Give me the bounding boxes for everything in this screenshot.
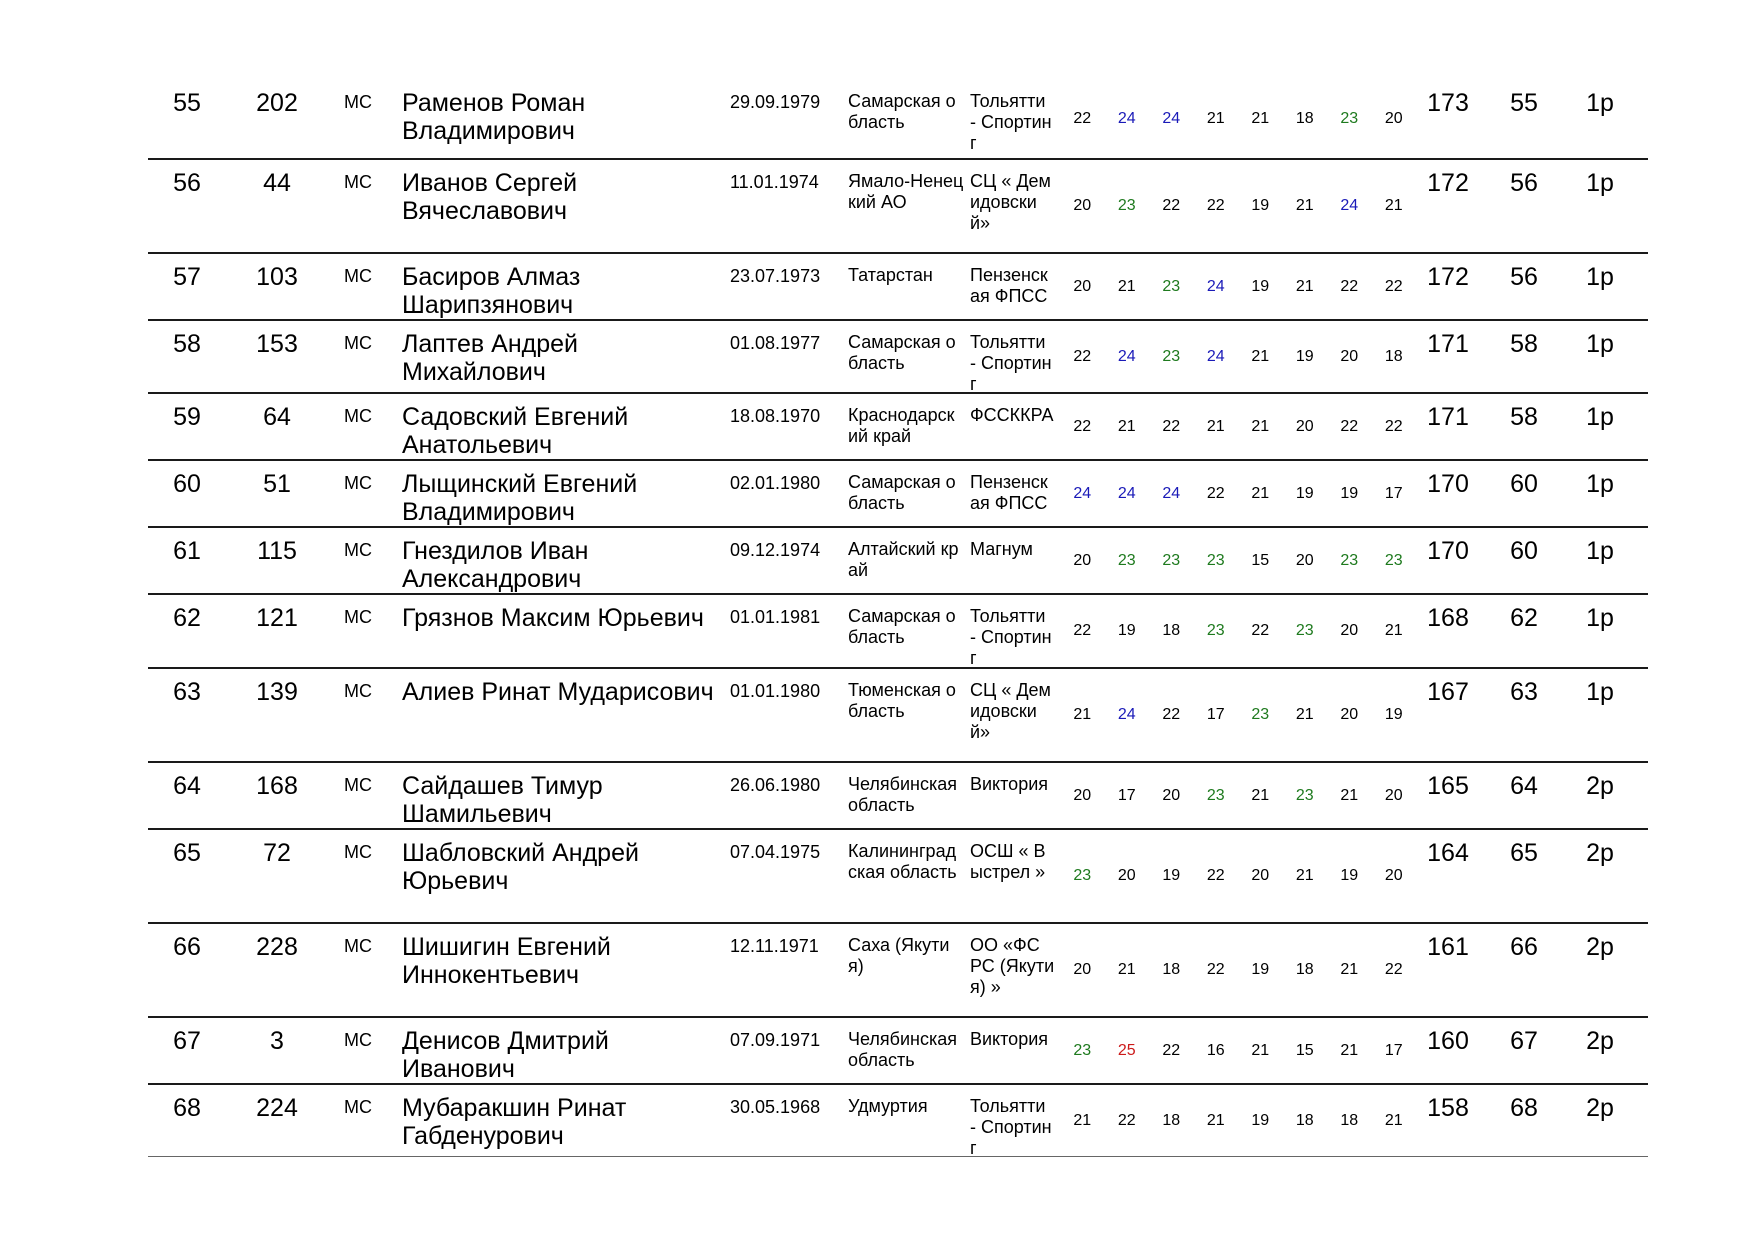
series-score: 19 (1295, 484, 1314, 502)
birth-date-cell: 26.06.1980 (730, 775, 821, 795)
position-cell: 63 (1510, 678, 1538, 706)
rank-cell: МС (344, 473, 372, 493)
category-cell: 2р (1586, 1094, 1614, 1122)
series-score: 20 (1384, 110, 1403, 127)
series-score: 24 (1206, 347, 1225, 365)
series-score: 25 (1117, 1041, 1136, 1059)
position-cell: 60 (1510, 537, 1538, 565)
series-score: 20 (1073, 961, 1092, 978)
series-score: 20 (1073, 197, 1092, 214)
bib-number-cell: 224 (256, 1094, 298, 1122)
total-score-cell: 173 (1427, 89, 1469, 117)
table-row (148, 254, 1648, 321)
total-score-cell: 170 (1427, 470, 1469, 498)
series-score: 21 (1295, 277, 1314, 295)
total-score-cell: 164 (1427, 839, 1469, 867)
region-cell: Краснодарский край (848, 405, 955, 446)
series-score: 22 (1384, 961, 1403, 978)
place-cell: 59 (173, 403, 201, 431)
position-cell: 56 (1510, 263, 1538, 291)
series-score: 20 (1073, 551, 1092, 569)
series-score: 24 (1117, 347, 1136, 365)
birth-date-cell: 01.01.1980 (730, 681, 821, 701)
place-cell: 57 (173, 263, 201, 291)
category-cell: 1р (1586, 330, 1614, 358)
place-cell: 61 (173, 537, 201, 565)
place-cell: 67 (173, 1027, 201, 1055)
place-cell: 56 (173, 169, 201, 197)
series-score: 19 (1162, 867, 1181, 884)
place-cell: 55 (173, 89, 201, 117)
series-score: 20 (1340, 706, 1359, 723)
series-score: 22 (1073, 622, 1092, 639)
birth-date-cell: 09.12.1974 (730, 540, 821, 560)
series-score: 23 (1206, 786, 1225, 804)
table-row (148, 461, 1648, 528)
series-score: 19 (1340, 867, 1359, 884)
category-cell: 2р (1586, 933, 1614, 961)
series-score: 20 (1340, 622, 1359, 639)
series-score: 16 (1206, 1041, 1225, 1059)
place-cell: 65 (173, 839, 201, 867)
athlete-name-cell: Алиев Ринат Мударисович (402, 678, 714, 706)
rank-cell: МС (344, 936, 372, 956)
series-score: 15 (1295, 1041, 1314, 1059)
place-cell: 62 (173, 604, 201, 632)
series-scores (1060, 321, 1420, 392)
series-score: 23 (1340, 110, 1359, 127)
series-score: 22 (1073, 110, 1092, 127)
series-score: 22 (1162, 417, 1181, 435)
series-score: 24 (1073, 484, 1092, 502)
series-score: 20 (1340, 347, 1359, 365)
club-cell: СЦ « Демидовский» (970, 680, 1051, 742)
total-score-cell: 170 (1427, 537, 1469, 565)
series-score: 21 (1340, 961, 1359, 978)
series-scores (1060, 394, 1420, 459)
birth-date-cell: 30.05.1968 (730, 1097, 821, 1117)
total-score-cell: 160 (1427, 1027, 1469, 1055)
total-score-cell: 158 (1427, 1094, 1469, 1122)
series-score: 23 (1162, 551, 1181, 569)
series-score: 20 (1295, 417, 1314, 435)
series-score: 21 (1295, 867, 1314, 884)
table-row (148, 394, 1648, 461)
club-cell: Тольятти - Спортинг (970, 332, 1052, 394)
bib-number-cell: 3 (270, 1027, 284, 1055)
table-row (148, 1018, 1648, 1085)
series-score: 20 (1295, 551, 1314, 569)
series-score: 24 (1206, 277, 1225, 295)
rank-cell: МС (344, 92, 372, 112)
birth-date-cell: 07.09.1971 (730, 1030, 821, 1050)
athlete-name-cell: Лаптев Андрей Михайлович (402, 330, 578, 386)
series-score: 19 (1251, 197, 1270, 214)
series-score: 22 (1117, 1111, 1136, 1129)
series-score: 22 (1206, 961, 1225, 978)
series-score: 21 (1206, 110, 1225, 127)
series-scores (1060, 669, 1420, 761)
series-score: 17 (1384, 1041, 1403, 1059)
birth-date-cell: 18.08.1970 (730, 406, 821, 426)
series-score: 24 (1340, 197, 1359, 214)
rank-cell: МС (344, 842, 372, 862)
place-cell: 63 (173, 678, 201, 706)
series-score: 19 (1251, 277, 1270, 295)
series-score: 18 (1162, 961, 1181, 978)
club-cell: Виктория (970, 1029, 1049, 1049)
series-score: 20 (1384, 867, 1403, 884)
place-cell: 58 (173, 330, 201, 358)
table-row (148, 80, 1648, 160)
club-cell: Тольятти - Спортинг (970, 606, 1052, 668)
athlete-name-cell: Лыщинский Евгений Владимирович (402, 470, 638, 526)
birth-date-cell: 11.01.1974 (730, 172, 819, 192)
rank-cell: МС (344, 540, 372, 560)
table-row (148, 924, 1648, 1018)
region-cell: Алтайский край (848, 539, 959, 580)
series-score: 22 (1162, 706, 1181, 723)
club-cell: Магнум (970, 539, 1033, 559)
bib-number-cell: 153 (256, 330, 298, 358)
place-cell: 60 (173, 470, 201, 498)
series-score: 19 (1251, 961, 1270, 978)
total-score-cell: 167 (1427, 678, 1469, 706)
birth-date-cell: 12.11.1971 (730, 936, 819, 956)
table-row (148, 1085, 1648, 1157)
region-cell: Самарская область (848, 606, 956, 647)
rank-cell: МС (344, 1030, 372, 1050)
series-score: 20 (1384, 786, 1403, 804)
series-score: 21 (1251, 110, 1270, 127)
series-score: 24 (1162, 110, 1181, 127)
bib-number-cell: 72 (263, 839, 291, 867)
total-score-cell: 168 (1427, 604, 1469, 632)
table-row (148, 669, 1648, 763)
series-scores (1060, 595, 1420, 667)
region-cell: Татарстан (848, 265, 933, 285)
total-score-cell: 165 (1427, 772, 1469, 800)
table-row (148, 830, 1648, 924)
club-cell: ОО «ФС РС (Якутия) » (970, 935, 1055, 997)
series-score: 18 (1162, 1111, 1181, 1129)
series-score: 22 (1073, 417, 1092, 435)
rank-cell: МС (344, 775, 372, 795)
bib-number-cell: 228 (256, 933, 298, 961)
series-score: 21 (1384, 197, 1403, 214)
series-score: 23 (1206, 551, 1225, 569)
position-cell: 66 (1510, 933, 1538, 961)
series-score: 23 (1073, 867, 1092, 884)
bib-number-cell: 103 (256, 263, 298, 291)
series-score: 20 (1162, 786, 1181, 804)
rank-cell: МС (344, 266, 372, 286)
bib-number-cell: 121 (256, 604, 298, 632)
position-cell: 58 (1510, 403, 1538, 431)
series-score: 21 (1384, 622, 1403, 639)
series-scores (1060, 160, 1420, 252)
series-score: 19 (1384, 706, 1403, 723)
club-cell: ФССККРА (970, 405, 1054, 425)
place-cell: 64 (173, 772, 201, 800)
club-cell: СЦ « Демидовский» (970, 171, 1051, 233)
athlete-name-cell: Шабловский Андрей Юрьевич (402, 839, 639, 895)
category-cell: 1р (1586, 263, 1614, 291)
series-score: 24 (1162, 484, 1181, 502)
category-cell: 1р (1586, 678, 1614, 706)
total-score-cell: 172 (1427, 169, 1469, 197)
series-score: 22 (1206, 867, 1225, 884)
club-cell: Пензенская ФПСС (970, 472, 1048, 513)
place-cell: 66 (173, 933, 201, 961)
series-score: 15 (1251, 551, 1270, 569)
bib-number-cell: 168 (256, 772, 298, 800)
series-score: 22 (1340, 417, 1359, 435)
series-score: 21 (1117, 417, 1136, 435)
region-cell: Тюменская область (848, 680, 956, 721)
series-scores (1060, 461, 1420, 526)
athlete-name-cell: Иванов Сергей Вячеславович (402, 169, 578, 225)
bib-number-cell: 115 (257, 537, 297, 565)
table-row (148, 763, 1648, 830)
series-score: 23 (1117, 197, 1136, 214)
position-cell: 68 (1510, 1094, 1538, 1122)
series-score: 21 (1117, 961, 1136, 978)
position-cell: 65 (1510, 839, 1538, 867)
series-score: 21 (1073, 1111, 1092, 1129)
rank-cell: МС (344, 406, 372, 426)
series-score: 23 (1251, 706, 1270, 723)
series-score: 21 (1073, 706, 1092, 723)
series-score: 22 (1206, 197, 1225, 214)
series-score: 19 (1251, 1111, 1270, 1129)
club-cell: Тольятти - Спортинг (970, 91, 1052, 153)
series-score: 23 (1117, 551, 1136, 569)
category-cell: 1р (1586, 169, 1614, 197)
series-score: 21 (1251, 347, 1270, 365)
category-cell: 1р (1586, 470, 1614, 498)
region-cell: Самарская область (848, 472, 956, 513)
bib-number-cell: 139 (256, 678, 298, 706)
series-score: 21 (1384, 1111, 1403, 1129)
total-score-cell: 161 (1427, 933, 1469, 961)
series-score: 21 (1295, 706, 1314, 723)
position-cell: 56 (1510, 169, 1538, 197)
series-score: 20 (1073, 277, 1092, 295)
rank-cell: МС (344, 333, 372, 353)
birth-date-cell: 01.01.1981 (730, 607, 821, 627)
series-score: 18 (1162, 622, 1181, 639)
series-scores (1060, 254, 1420, 319)
category-cell: 2р (1586, 772, 1614, 800)
series-score: 23 (1206, 622, 1225, 639)
table-row (148, 160, 1648, 254)
series-score: 23 (1162, 277, 1181, 295)
region-cell: Челябинская область (848, 1029, 957, 1070)
series-scores (1060, 1085, 1420, 1156)
athlete-name-cell: Грязнов Максим Юрьевич (402, 604, 704, 632)
category-cell: 1р (1586, 537, 1614, 565)
series-score: 23 (1340, 551, 1359, 569)
place-cell: 68 (173, 1094, 201, 1122)
series-score: 24 (1117, 484, 1136, 502)
rank-cell: МС (344, 172, 372, 192)
club-cell: Пензенская ФПСС (970, 265, 1048, 306)
total-score-cell: 171 (1427, 403, 1469, 431)
position-cell: 60 (1510, 470, 1538, 498)
results-table (148, 80, 1648, 1157)
series-score: 21 (1206, 1111, 1225, 1129)
series-score: 21 (1251, 1041, 1270, 1059)
series-scores (1060, 924, 1420, 1016)
series-score: 21 (1251, 786, 1270, 804)
series-scores (1060, 830, 1420, 922)
athlete-name-cell: Басиров Алмаз Шарипзянович (402, 263, 581, 319)
bib-number-cell: 202 (256, 89, 298, 117)
series-score: 18 (1295, 961, 1314, 978)
series-score: 21 (1251, 484, 1270, 502)
birth-date-cell: 23.07.1973 (730, 266, 821, 286)
series-score: 24 (1117, 706, 1136, 723)
category-cell: 2р (1586, 1027, 1614, 1055)
series-score: 23 (1384, 551, 1403, 569)
series-score: 23 (1162, 347, 1181, 365)
series-score: 22 (1162, 1041, 1181, 1059)
athlete-name-cell: Раменов Роман Владимирович (402, 89, 586, 145)
series-scores (1060, 80, 1420, 158)
region-cell: Калининградская область (848, 841, 957, 882)
series-scores (1060, 763, 1420, 828)
category-cell: 2р (1586, 839, 1614, 867)
athlete-name-cell: Денисов Дмитрий Иванович (402, 1027, 609, 1083)
rank-cell: МС (344, 1097, 372, 1117)
series-score: 21 (1340, 1041, 1359, 1059)
birth-date-cell: 29.09.1979 (730, 92, 821, 112)
athlete-name-cell: Гнездилов Иван Александрович (402, 537, 589, 593)
total-score-cell: 171 (1427, 330, 1469, 358)
series-score: 23 (1295, 786, 1314, 804)
region-cell: Удмуртия (848, 1096, 928, 1116)
region-cell: Самарская область (848, 332, 956, 373)
series-score: 18 (1384, 347, 1403, 365)
series-scores (1060, 1018, 1420, 1083)
series-score: 22 (1073, 347, 1092, 365)
series-score: 22 (1340, 277, 1359, 295)
series-score: 22 (1384, 417, 1403, 435)
birth-date-cell: 02.01.1980 (730, 473, 821, 493)
series-score: 19 (1295, 347, 1314, 365)
series-score: 19 (1117, 622, 1136, 639)
total-score-cell: 172 (1427, 263, 1469, 291)
rank-cell: МС (344, 681, 372, 701)
region-cell: Саха (Якутия) (848, 935, 950, 976)
position-cell: 62 (1510, 604, 1538, 632)
category-cell: 1р (1586, 403, 1614, 431)
series-score: 18 (1295, 110, 1314, 127)
series-score: 22 (1206, 484, 1225, 502)
table-row (148, 321, 1648, 394)
club-cell: ОСШ « Выстрел » (970, 841, 1046, 882)
series-score: 23 (1073, 1041, 1092, 1059)
athlete-name-cell: Шишигин Евгений Иннокентьевич (402, 933, 611, 989)
series-score: 22 (1251, 622, 1270, 639)
birth-date-cell: 07.04.1975 (730, 842, 821, 862)
series-score: 18 (1340, 1111, 1359, 1129)
series-score: 17 (1206, 706, 1225, 723)
series-score: 21 (1251, 417, 1270, 435)
region-cell: Ямало-Ненецкий АО (848, 171, 964, 212)
series-score: 20 (1117, 867, 1136, 884)
series-score: 22 (1384, 277, 1403, 295)
region-cell: Самарская область (848, 91, 956, 132)
athlete-name-cell: Садовский Евгений Анатольевич (402, 403, 629, 459)
position-cell: 64 (1510, 772, 1538, 800)
series-score: 24 (1117, 110, 1136, 127)
series-score: 22 (1162, 197, 1181, 214)
position-cell: 55 (1510, 89, 1538, 117)
birth-date-cell: 01.08.1977 (730, 333, 821, 353)
series-scores (1060, 528, 1420, 593)
series-score: 20 (1073, 786, 1092, 804)
athlete-name-cell: Сайдашев Тимур Шамильевич (402, 772, 603, 828)
table-row (148, 528, 1648, 595)
club-cell: Виктория (970, 774, 1049, 794)
rank-cell: МС (344, 607, 372, 627)
series-score: 19 (1340, 484, 1359, 502)
series-score: 21 (1295, 197, 1314, 214)
category-cell: 1р (1586, 89, 1614, 117)
club-cell: Тольятти - Спортинг (970, 1096, 1052, 1158)
series-score: 21 (1117, 277, 1136, 295)
series-score: 20 (1251, 867, 1270, 884)
series-score: 17 (1117, 786, 1136, 804)
category-cell: 1р (1586, 604, 1614, 632)
series-score: 17 (1384, 484, 1403, 502)
athlete-name-cell: Мубаракшин Ринат Габденурович (402, 1094, 627, 1150)
bib-number-cell: 64 (263, 403, 291, 431)
table-row (148, 595, 1648, 669)
series-score: 21 (1206, 417, 1225, 435)
region-cell: Челябинская область (848, 774, 957, 815)
bib-number-cell: 51 (263, 470, 291, 498)
series-score: 21 (1340, 786, 1359, 804)
series-score: 18 (1295, 1111, 1314, 1129)
series-score: 23 (1295, 622, 1314, 639)
position-cell: 67 (1510, 1027, 1538, 1055)
position-cell: 58 (1510, 330, 1538, 358)
bib-number-cell: 44 (263, 169, 291, 197)
